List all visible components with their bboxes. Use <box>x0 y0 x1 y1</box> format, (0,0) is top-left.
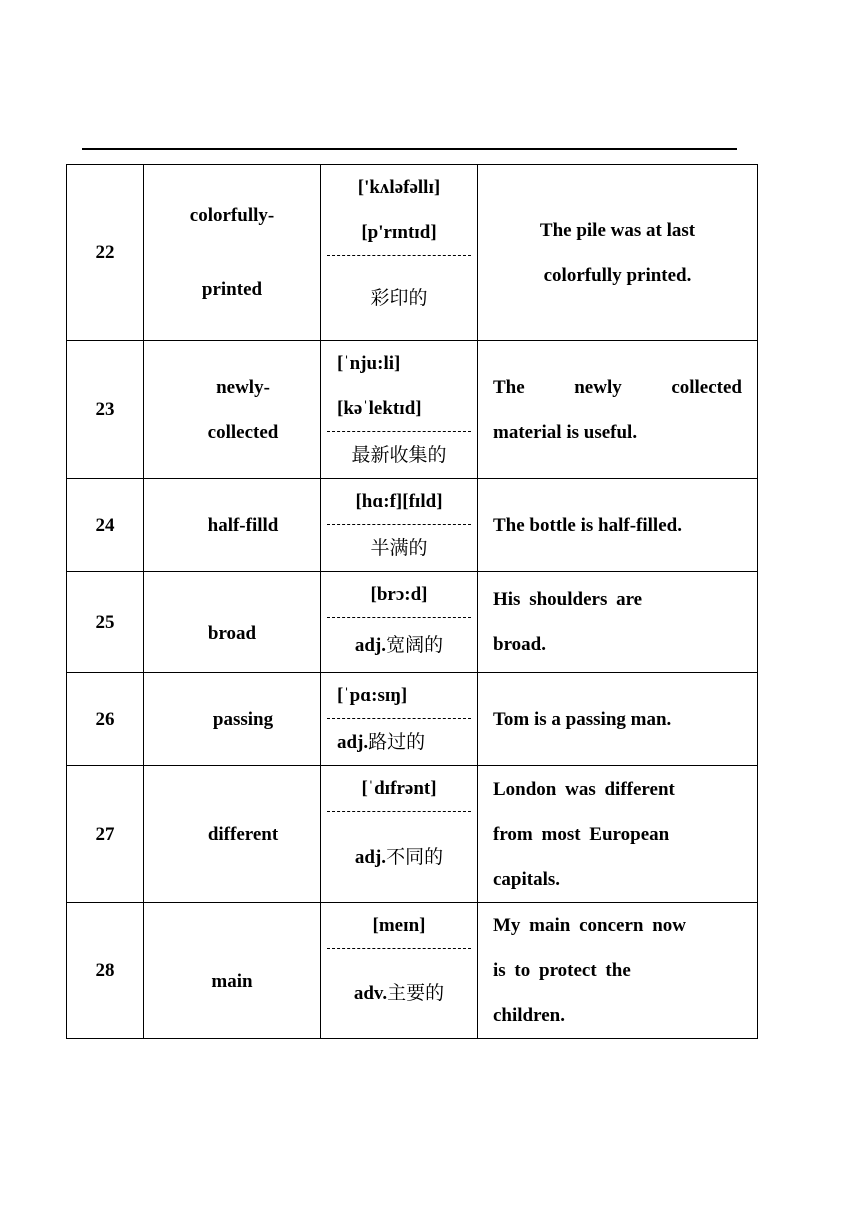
meaning-box <box>321 618 477 672</box>
table-row <box>67 165 758 341</box>
sentence-line: His shoulders are <box>493 589 643 610</box>
phonetic-text: [ˈnju:li] <box>337 353 401 374</box>
pronunciation-box <box>327 766 471 812</box>
pronunciation-box <box>327 903 471 949</box>
meaning-text: adj.不同的 <box>354 845 444 868</box>
word-cell <box>144 572 321 673</box>
word-cell <box>144 479 321 572</box>
vocabulary-table <box>66 164 758 1039</box>
meaning-text: 彩印的 <box>370 286 428 309</box>
row-number: 27 <box>67 766 144 903</box>
sentence-line: Tom is a passing man. <box>493 708 672 730</box>
pronunciation-cell <box>321 341 478 479</box>
table-row <box>67 766 758 903</box>
pronunciation-cell <box>321 479 478 572</box>
meaning-text: 最新收集的 <box>351 443 447 466</box>
word-cell <box>144 766 321 903</box>
pronunciation-box <box>327 341 471 432</box>
phonetic-text: [kəˈlektɪd] <box>337 398 422 419</box>
phonetic-text: [ˈdɪfrənt] <box>361 778 437 799</box>
word-text: broad <box>207 622 257 644</box>
meaning-box <box>321 432 477 478</box>
word-text: collected <box>207 421 279 443</box>
sentence-line: My main concern now <box>493 915 687 936</box>
meaning-box <box>321 719 477 765</box>
example-sentence-cell <box>478 165 758 341</box>
table-row <box>67 903 758 1039</box>
sentence-line: colorfully printed. <box>543 264 692 286</box>
word-text: newly- <box>216 376 270 398</box>
word-cell <box>144 903 321 1039</box>
table-row <box>67 479 758 572</box>
word-text: main <box>211 971 253 992</box>
word-cell <box>144 341 321 479</box>
word-text: printed <box>201 278 263 300</box>
meaning-box <box>321 256 477 340</box>
phonetic-text: [ˈpɑ:sɪŋ] <box>337 685 408 706</box>
example-sentence-cell <box>478 673 758 766</box>
sentence-line: broad. <box>493 634 546 655</box>
word-text: different <box>207 823 279 845</box>
meaning-box <box>321 949 477 1038</box>
meaning-text: 半满的 <box>370 536 428 559</box>
pronunciation-box <box>327 165 471 256</box>
example-sentence-cell <box>478 766 758 903</box>
phonetic-text: [hɑ:f][fɪld] <box>355 491 443 512</box>
sentence-line: is to protect the <box>493 960 631 981</box>
row-number: 24 <box>67 479 144 572</box>
example-sentence-cell <box>478 341 758 479</box>
phonetic-text: [meɪn] <box>372 915 426 936</box>
sentence-line: The pile was at last <box>539 219 696 241</box>
table-row <box>67 673 758 766</box>
meaning-box <box>321 812 477 902</box>
row-number: 23 <box>67 341 144 479</box>
row-number: 22 <box>67 165 144 341</box>
sentence-line: London was different <box>493 778 675 800</box>
pronunciation-cell <box>321 766 478 903</box>
meaning-text: adv.主要的 <box>353 982 445 1004</box>
header-rule <box>82 148 737 150</box>
row-number: 28 <box>67 903 144 1039</box>
sentence-line: The bottle is half-filled. <box>493 514 682 536</box>
word-text: colorfully- <box>189 204 275 226</box>
phonetic-text: [brɔ:d] <box>370 584 428 605</box>
pronunciation-cell <box>321 903 478 1039</box>
phonetic-text: [p'rɪntɪd] <box>361 222 437 243</box>
pronunciation-cell <box>321 572 478 673</box>
word-text: half-filld <box>207 514 279 536</box>
pronunciation-cell <box>321 165 478 341</box>
pronunciation-box <box>327 479 471 525</box>
table-row <box>67 341 758 479</box>
pronunciation-cell <box>321 673 478 766</box>
example-sentence-cell <box>478 572 758 673</box>
sentence-line: from most European <box>493 823 670 845</box>
meaning-text: adj.路过的 <box>337 730 426 753</box>
sentence-line: The newly collected <box>493 376 742 398</box>
table-row <box>67 572 758 673</box>
word-text: passing <box>212 708 274 730</box>
example-sentence-cell <box>478 903 758 1039</box>
sentence-line: material is useful. <box>493 421 638 443</box>
pronunciation-box <box>327 572 471 618</box>
row-number: 26 <box>67 673 144 766</box>
word-cell <box>144 165 321 341</box>
sentence-line: children. <box>493 1005 565 1026</box>
meaning-box <box>321 525 477 571</box>
phonetic-text: ['kʌləfəllɪ] <box>357 177 441 198</box>
sentence-line: capitals. <box>493 868 561 890</box>
example-sentence-cell <box>478 479 758 572</box>
meaning-text: adj.宽阔的 <box>354 633 444 656</box>
row-number: 25 <box>67 572 144 673</box>
pronunciation-box <box>327 673 471 719</box>
word-cell <box>144 673 321 766</box>
